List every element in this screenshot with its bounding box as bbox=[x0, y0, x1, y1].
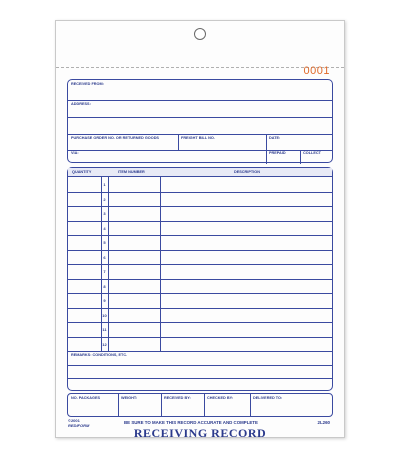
brand-logo: REDIFORM bbox=[68, 422, 90, 428]
items-table-header bbox=[68, 168, 332, 177]
item-number-column-header: ITEM NUMBER bbox=[118, 169, 145, 174]
remarks-label: REMARKS: CONDITIONS, ETC. bbox=[71, 353, 128, 357]
items-table bbox=[67, 167, 333, 391]
serial-number: 0001 bbox=[303, 65, 330, 77]
accuracy-notice: BE SURE TO MAKE THIS RECORD ACCURATE AND COMPLETE bbox=[124, 420, 258, 425]
delivered-to-label: DELIVERED TO: bbox=[253, 396, 283, 400]
received-by-label: RECEIVED BY: bbox=[164, 396, 191, 400]
product-code: 2L260 bbox=[317, 420, 330, 425]
description-column-header: DESCRIPTION bbox=[234, 169, 260, 174]
header-section bbox=[67, 79, 333, 163]
row-number: 2 bbox=[103, 196, 106, 202]
punch-hole bbox=[194, 28, 206, 40]
row-number: 9 bbox=[103, 298, 106, 303]
checked-by-label: CHECKED BY: bbox=[207, 396, 234, 400]
row-number: 8 bbox=[103, 283, 106, 289]
prepaid-label: PREPAID bbox=[269, 151, 286, 155]
row-number: 7 bbox=[103, 269, 106, 274]
collect-label: COLLECT bbox=[303, 151, 321, 155]
freight-bill-label: FREIGHT BILL NO. bbox=[181, 136, 215, 140]
received-from-label: RECEIVED FROM: bbox=[71, 82, 104, 86]
row-number: 4 bbox=[103, 225, 106, 231]
row-number: 10 bbox=[102, 312, 107, 318]
no-packages-label: NO. PACKAGES bbox=[71, 396, 101, 400]
via-label: VIA: bbox=[71, 151, 79, 155]
footer-section bbox=[67, 393, 333, 417]
perforation-line bbox=[56, 67, 344, 68]
row-number: 11 bbox=[102, 327, 107, 332]
form-title: RECEIVING RECORD bbox=[133, 426, 267, 440]
date-label: DATE: bbox=[269, 136, 281, 140]
copyright-text: ©2001 bbox=[68, 418, 80, 423]
quantity-column-header: QUANTITY bbox=[72, 169, 92, 174]
weight-label: WEIGHT: bbox=[121, 396, 138, 400]
purchase-order-label: PURCHASE ORDER NO. OR RETURNED GOODS bbox=[71, 136, 159, 140]
row-number: 3 bbox=[103, 211, 106, 216]
row-number: 1 bbox=[103, 182, 106, 187]
address-label: ADDRESS: bbox=[71, 102, 91, 106]
row-number: 5 bbox=[103, 240, 106, 245]
receiving-record-form bbox=[55, 20, 345, 438]
row-number: 12 bbox=[102, 341, 107, 347]
row-number: 6 bbox=[103, 254, 106, 260]
